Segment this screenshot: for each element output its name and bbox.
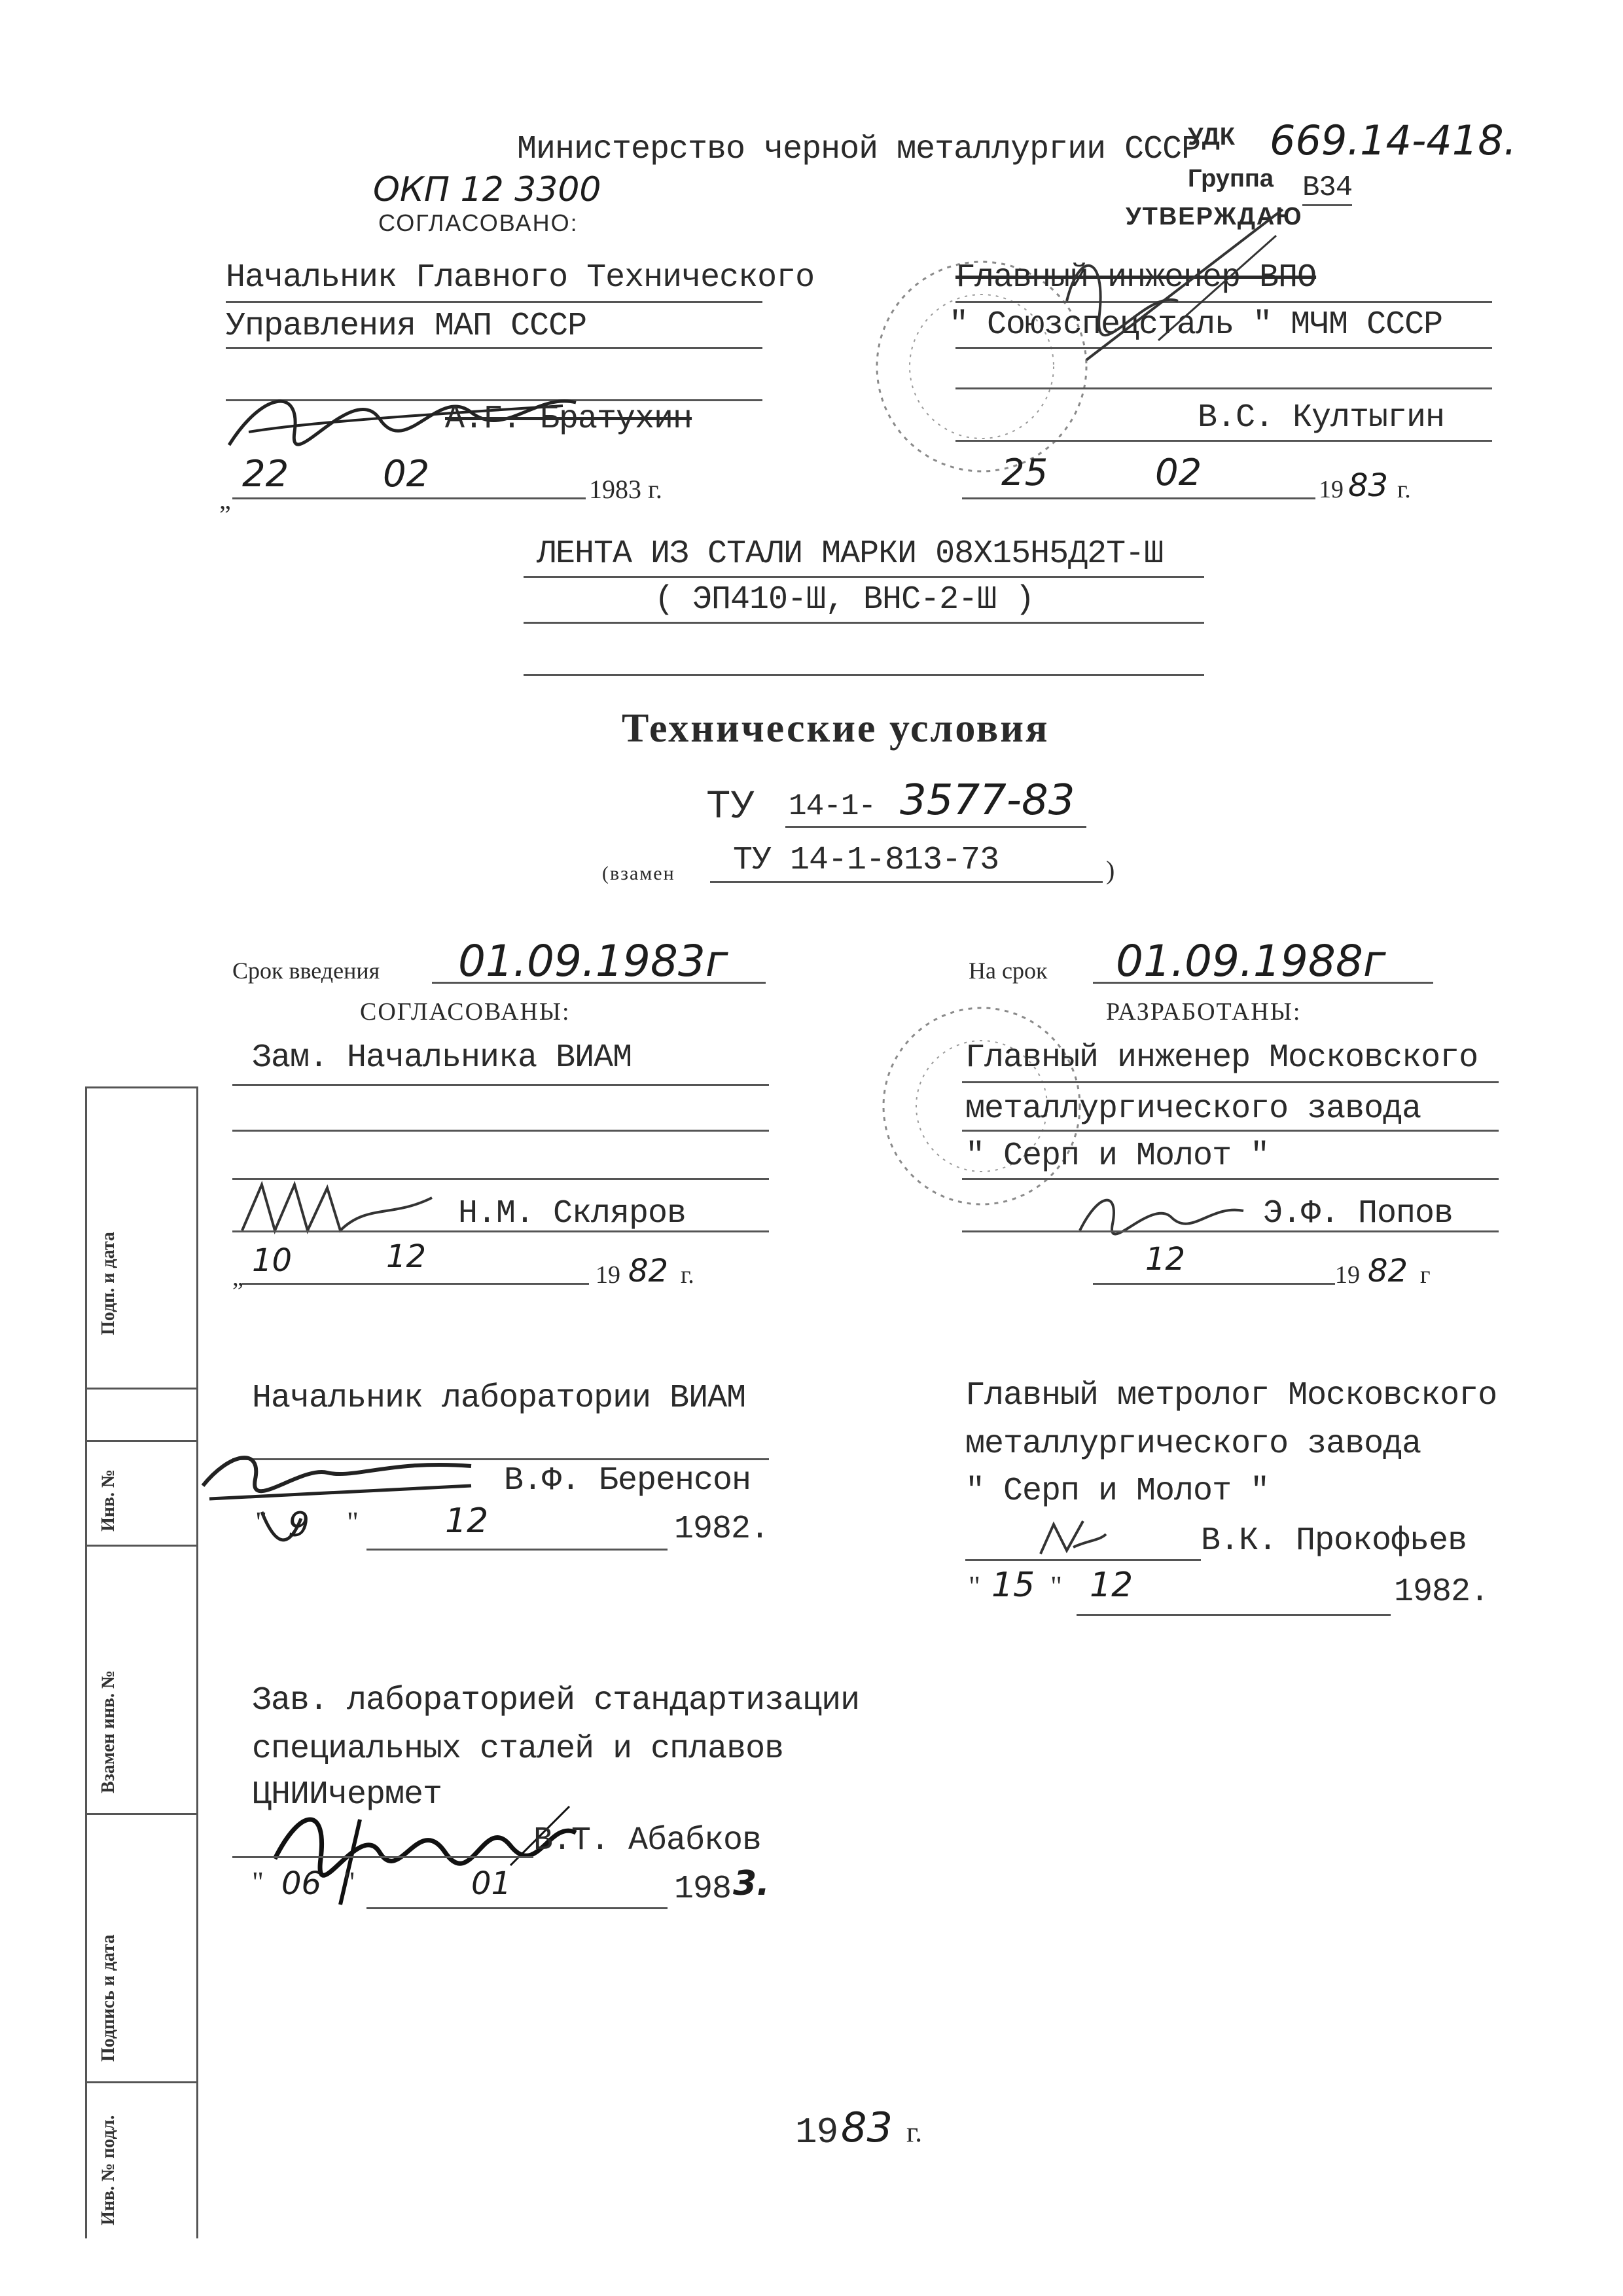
agreed-date-year: 1983 г. — [589, 475, 662, 504]
developed-block-date-month: 12 — [1145, 1241, 1186, 1278]
term-underline — [1093, 982, 1433, 984]
tu-underline — [785, 826, 1086, 828]
viam-lab-date-month: 12 — [445, 1501, 489, 1541]
margin-strip-border — [85, 1086, 87, 2238]
approved-date-year-prefix: 19 — [1319, 476, 1344, 503]
metrologist-name: В.К. Прокофьев — [1201, 1522, 1467, 1560]
intro-date-value: 01.09.1983г — [458, 936, 728, 986]
intro-date-underline — [432, 982, 766, 984]
agreed-position-line1: Начальник Главного Технического — [226, 259, 815, 296]
document-heading: Технические условия — [622, 706, 1050, 751]
ministry-title: Министерство черной металлургии СССР — [517, 131, 1201, 168]
quote-close: " — [344, 1866, 355, 1898]
standardization-line3: ЦНИИчермет — [252, 1776, 442, 1814]
instead-value: ТУ 14-1-813-73 — [733, 842, 999, 879]
metrologist-line3: " Серп и Молот " — [965, 1473, 1270, 1510]
margin-divider — [85, 1813, 196, 1815]
group-label: Группа — [1188, 165, 1274, 192]
viam-lab-date-year: 1982. — [674, 1511, 770, 1548]
quote-open: „ — [232, 1264, 243, 1291]
margin-strip-border — [196, 1086, 198, 2238]
standardization-date-month: 01 — [471, 1865, 512, 1902]
margin-label-inv-no: Инв. № — [98, 1469, 118, 1532]
divider — [232, 1230, 769, 1232]
standardization-line2: специальных сталей и сплавов — [252, 1731, 784, 1768]
divider — [524, 576, 1204, 578]
developed-block-line1: Главный инженер Московского — [965, 1039, 1478, 1077]
divider — [226, 301, 762, 303]
margin-label-orig-inv: Инв. № подл. — [98, 2115, 118, 2225]
agreed-block-position: Зам. Начальника ВИАМ — [252, 1039, 632, 1077]
divider — [524, 674, 1204, 676]
date-underline — [1077, 1614, 1391, 1616]
approved-signer-name: В.С. Култыгин — [1198, 399, 1445, 437]
metrologist-date-day: 15 — [991, 1566, 1035, 1605]
developed-block-year-suffix: г — [1420, 1261, 1431, 1289]
tu-number-hand: 3577-83 — [900, 776, 1075, 825]
metrologist-date-month: 12 — [1090, 1566, 1133, 1605]
standardization-date-year-hand: 3. — [733, 1864, 770, 1903]
footer-year-suffix: г. — [906, 2116, 923, 2148]
agreed-position-line2: Управления МАП СССР — [226, 308, 587, 345]
agreed-block-year-prefix: 19 — [596, 1261, 620, 1289]
signature-kultygin — [1060, 196, 1296, 367]
date-underline — [962, 497, 1315, 499]
term-value: 01.09.1988г — [1116, 936, 1386, 986]
okp-code: ОКП 12 3300 — [373, 170, 601, 209]
viam-lab-position: Начальник лаборатории ВИАМ — [252, 1380, 746, 1417]
divider — [962, 1230, 1499, 1232]
agreed-block-year-hand: 82 — [628, 1253, 669, 1289]
agreed-block-heading: СОГЛАСОВАНЫ: — [360, 998, 571, 1026]
margin-divider — [85, 2081, 196, 2083]
agreed-block-year-suffix: г. — [681, 1261, 694, 1289]
date-underline — [242, 1283, 589, 1285]
approved-position-line1: Главный инженер ВПО — [955, 259, 1317, 296]
quote-open: " — [252, 1866, 264, 1898]
agreed-block-date-day: 10 — [252, 1242, 293, 1279]
agreed-block-date-month: 12 — [386, 1238, 427, 1275]
divider — [955, 387, 1492, 389]
date-underline — [366, 1549, 668, 1551]
developed-block-line3: " Серп и Молот " — [965, 1138, 1270, 1175]
divider — [226, 347, 762, 349]
divider — [524, 622, 1204, 624]
metrologist-date-year: 1982. — [1394, 1573, 1489, 1611]
margin-divider — [85, 1086, 196, 1088]
divider — [965, 1559, 1201, 1561]
approved-date-year-hand: 83 — [1348, 467, 1389, 504]
instead-label: (взамен — [602, 863, 675, 884]
instead-underline — [710, 881, 1103, 883]
margin-divider — [85, 1545, 196, 1547]
udk-label: УДК — [1188, 123, 1235, 151]
group-value: В34 — [1302, 171, 1352, 206]
date-underline — [1093, 1283, 1335, 1285]
divider — [955, 440, 1492, 442]
signature-sklyarov — [236, 1178, 445, 1237]
agreed-signer-name: А.Г. Братухин — [445, 401, 692, 438]
signature-prokofiev — [1034, 1515, 1113, 1560]
standardization-date-year-typed: 198 — [674, 1871, 732, 1908]
divider — [232, 1130, 769, 1132]
agreed-date-day: 22 — [242, 453, 289, 495]
date-underline — [232, 497, 586, 499]
metrologist-line2: металлургического завода — [965, 1426, 1421, 1463]
signature-popov — [1073, 1178, 1257, 1237]
approved-date-day: 25 — [1001, 452, 1048, 494]
developed-block-name: Э.Ф. Попов — [1263, 1195, 1454, 1232]
intro-date-label: Срок введения — [232, 958, 380, 984]
term-label: На срок — [969, 958, 1048, 984]
developed-block-heading: РАЗРАБОТАНЫ: — [1106, 998, 1302, 1026]
standardization-line1: Зав. лабораторией стандартизации — [252, 1682, 860, 1719]
agreed-date-month: 02 — [383, 453, 430, 495]
divider — [232, 1084, 769, 1086]
margin-divider — [85, 1440, 196, 1442]
divider — [232, 1856, 533, 1858]
margin-divider — [85, 1388, 196, 1390]
divider — [962, 1130, 1499, 1132]
quote-open: " — [969, 1570, 980, 1602]
metrologist-line1: Главный метролог Московского — [965, 1377, 1497, 1414]
quote-close: " — [347, 1506, 359, 1538]
agreed-block-name: Н.М. Скляров — [458, 1195, 687, 1232]
udk-value: 669.14-418. — [1270, 117, 1517, 164]
instead-close: ) — [1106, 855, 1115, 885]
tu-number-typed: 14-1- — [789, 789, 876, 823]
approved-position-line2: " Союзспецсталь " МЧМ СССР — [949, 306, 1443, 344]
product-grades: ( ЭП410-Ш, ВНС-2-Ш ) — [654, 581, 1035, 619]
approved-date-year-suffix: г. — [1397, 476, 1411, 503]
standardization-date-day: 06 — [281, 1865, 322, 1902]
signature-berenson — [196, 1427, 478, 1558]
quote-open: " — [255, 1506, 267, 1538]
margin-label-instead-inv: Взамен инв. № — [98, 1670, 118, 1793]
developed-block-line2: металлургического завода — [965, 1090, 1421, 1128]
date-underline — [366, 1907, 668, 1909]
footer-year-typed: 19 — [795, 2111, 838, 2153]
divider — [962, 1081, 1499, 1083]
viam-lab-name: В.Ф. Беренсон — [504, 1462, 751, 1499]
tu-prefix: ТУ — [707, 783, 755, 826]
quote-open: „ — [219, 485, 231, 514]
viam-lab-date-day: 9 — [288, 1505, 310, 1545]
approved-label: УТВЕРЖДАЮ — [1126, 203, 1303, 230]
standardization-name: В.Т. Абабков — [533, 1822, 762, 1859]
developed-block-year-hand: 82 — [1368, 1253, 1408, 1289]
quote-close: " — [1050, 1570, 1062, 1602]
footer-year-hand: 83 — [841, 2104, 893, 2151]
product-title: ЛЕНТА ИЗ СТАЛИ МАРКИ 08Х15Н5Д2Т-Ш — [537, 535, 1164, 573]
developed-block-year-prefix: 19 — [1335, 1261, 1360, 1289]
margin-label-sign-date: Подп. и дата — [98, 1232, 118, 1335]
approved-date-month: 02 — [1155, 452, 1202, 494]
agreed-label: СОГЛАСОВАНО: — [378, 209, 579, 236]
margin-label-signature-date: Подпись и дата — [98, 1934, 118, 2062]
